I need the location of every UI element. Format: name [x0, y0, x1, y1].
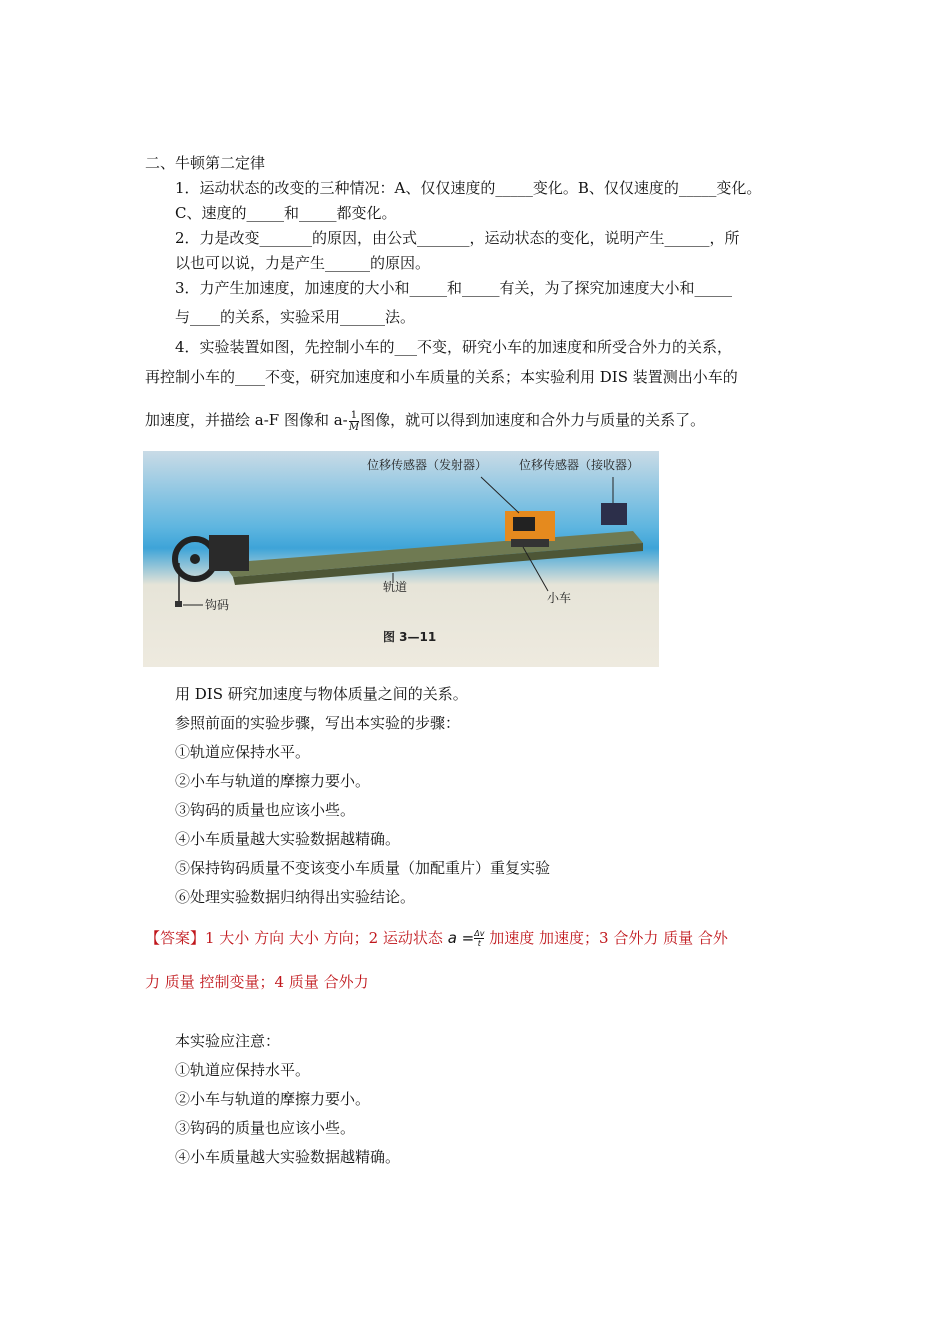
note-3: ③钩码的质量也应该小些。 — [175, 1119, 356, 1137]
label-cart: 小车 — [547, 591, 572, 605]
answer-line1 — [145, 918, 728, 958]
q2-line1: 2．力是改变_______的原因，由公式_______，运动状态的变化，说明产生______，所 — [175, 229, 740, 247]
formula-denominator: t — [477, 939, 481, 948]
notes-title: 本实验应注意： — [175, 1032, 281, 1050]
figure-caption: 图 3—11 — [383, 630, 437, 644]
q3-line1: 3．力产生加速度，加速度的大小和_____和_____有关，为了探究加速度大小和_____ — [175, 279, 733, 297]
q4-line3-pre: 加速度，并描绘 a-F 图像和 a- — [145, 411, 348, 429]
answer-line1-pre: 【答案】1 大小 方向 大小 方向；2 运动状态 — [145, 929, 443, 947]
q3-line2: 与____的关系，实验采用______法。 — [175, 308, 416, 326]
step-2: ②小车与轨道的摩擦力要小。 — [175, 772, 371, 790]
steps-intro1: 用 DIS 研究加速度与物体质量之间的关系。 — [175, 685, 468, 703]
step-5: ⑤保持钩码质量不变该变小车质量（加配重片）重复实验 — [175, 859, 551, 877]
q4-line1: 4．实验装置如图，先控制小车的___不变，研究小车的加速度和所受合外力的关系， — [175, 338, 733, 356]
q2-line2: 以也可以说，力是产生______的原因。 — [175, 254, 431, 272]
note-4: ④小车质量越大实验数据越精确。 — [175, 1148, 401, 1166]
weight-icon — [175, 601, 182, 607]
step-1: ①轨道应保持水平。 — [175, 743, 311, 761]
formula-numerator: Δv — [474, 929, 485, 938]
q4-line3 — [145, 400, 705, 440]
fraction-numerator: 1 — [350, 409, 358, 421]
experiment-apparatus-figure — [143, 451, 659, 667]
note-2: ②小车与轨道的摩擦力要小。 — [175, 1090, 371, 1108]
label-weight: 钩码 — [205, 598, 230, 612]
q1-line1: 1．运动状态的改变的三种情况：A、仅仅速度的_____变化。B、仅仅速度的_____变化。 — [175, 179, 762, 197]
step-3: ③钩码的质量也应该小些。 — [175, 801, 356, 819]
step-4: ④小车质量越大实验数据越精确。 — [175, 830, 401, 848]
steps-intro2: 参照前面的实验步骤，写出本实验的步骤： — [175, 714, 461, 732]
note-1: ①轨道应保持水平。 — [175, 1061, 311, 1079]
step-6: ⑥处理实验数据归纳得出实验结论。 — [175, 888, 416, 906]
label-track: 轨道 — [383, 580, 408, 594]
q4-line2: 再控制小车的____不变，研究加速度和小车质量的关系；本实验利用 DIS 装置测出小车的 — [145, 368, 738, 386]
label-emitter: 位移传感器（发射器） — [367, 458, 488, 472]
reciprocal-mass-fraction — [349, 410, 359, 433]
acceleration-formula — [448, 929, 490, 947]
q1-line2: C、速度的_____和_____都变化。 — [175, 204, 397, 222]
section-title: 二、牛顿第二定律 — [145, 154, 266, 172]
q4-line3-post: 图像，就可以得到加速度和合外力与质量的关系了。 — [360, 411, 706, 429]
answer-line2: 力 质量 控制变量；4 质量 合外力 — [145, 973, 369, 991]
fraction-denominator: M — [348, 421, 360, 433]
label-receiver: 位移传感器（接收器） — [519, 458, 640, 472]
answer-line1-post: 加速度 加速度；3 合外力 质量 合外 — [489, 929, 728, 947]
receiver-sensor-icon — [601, 503, 627, 525]
formula-lhs: a = — [447, 929, 475, 947]
pulley-bracket — [209, 535, 249, 571]
